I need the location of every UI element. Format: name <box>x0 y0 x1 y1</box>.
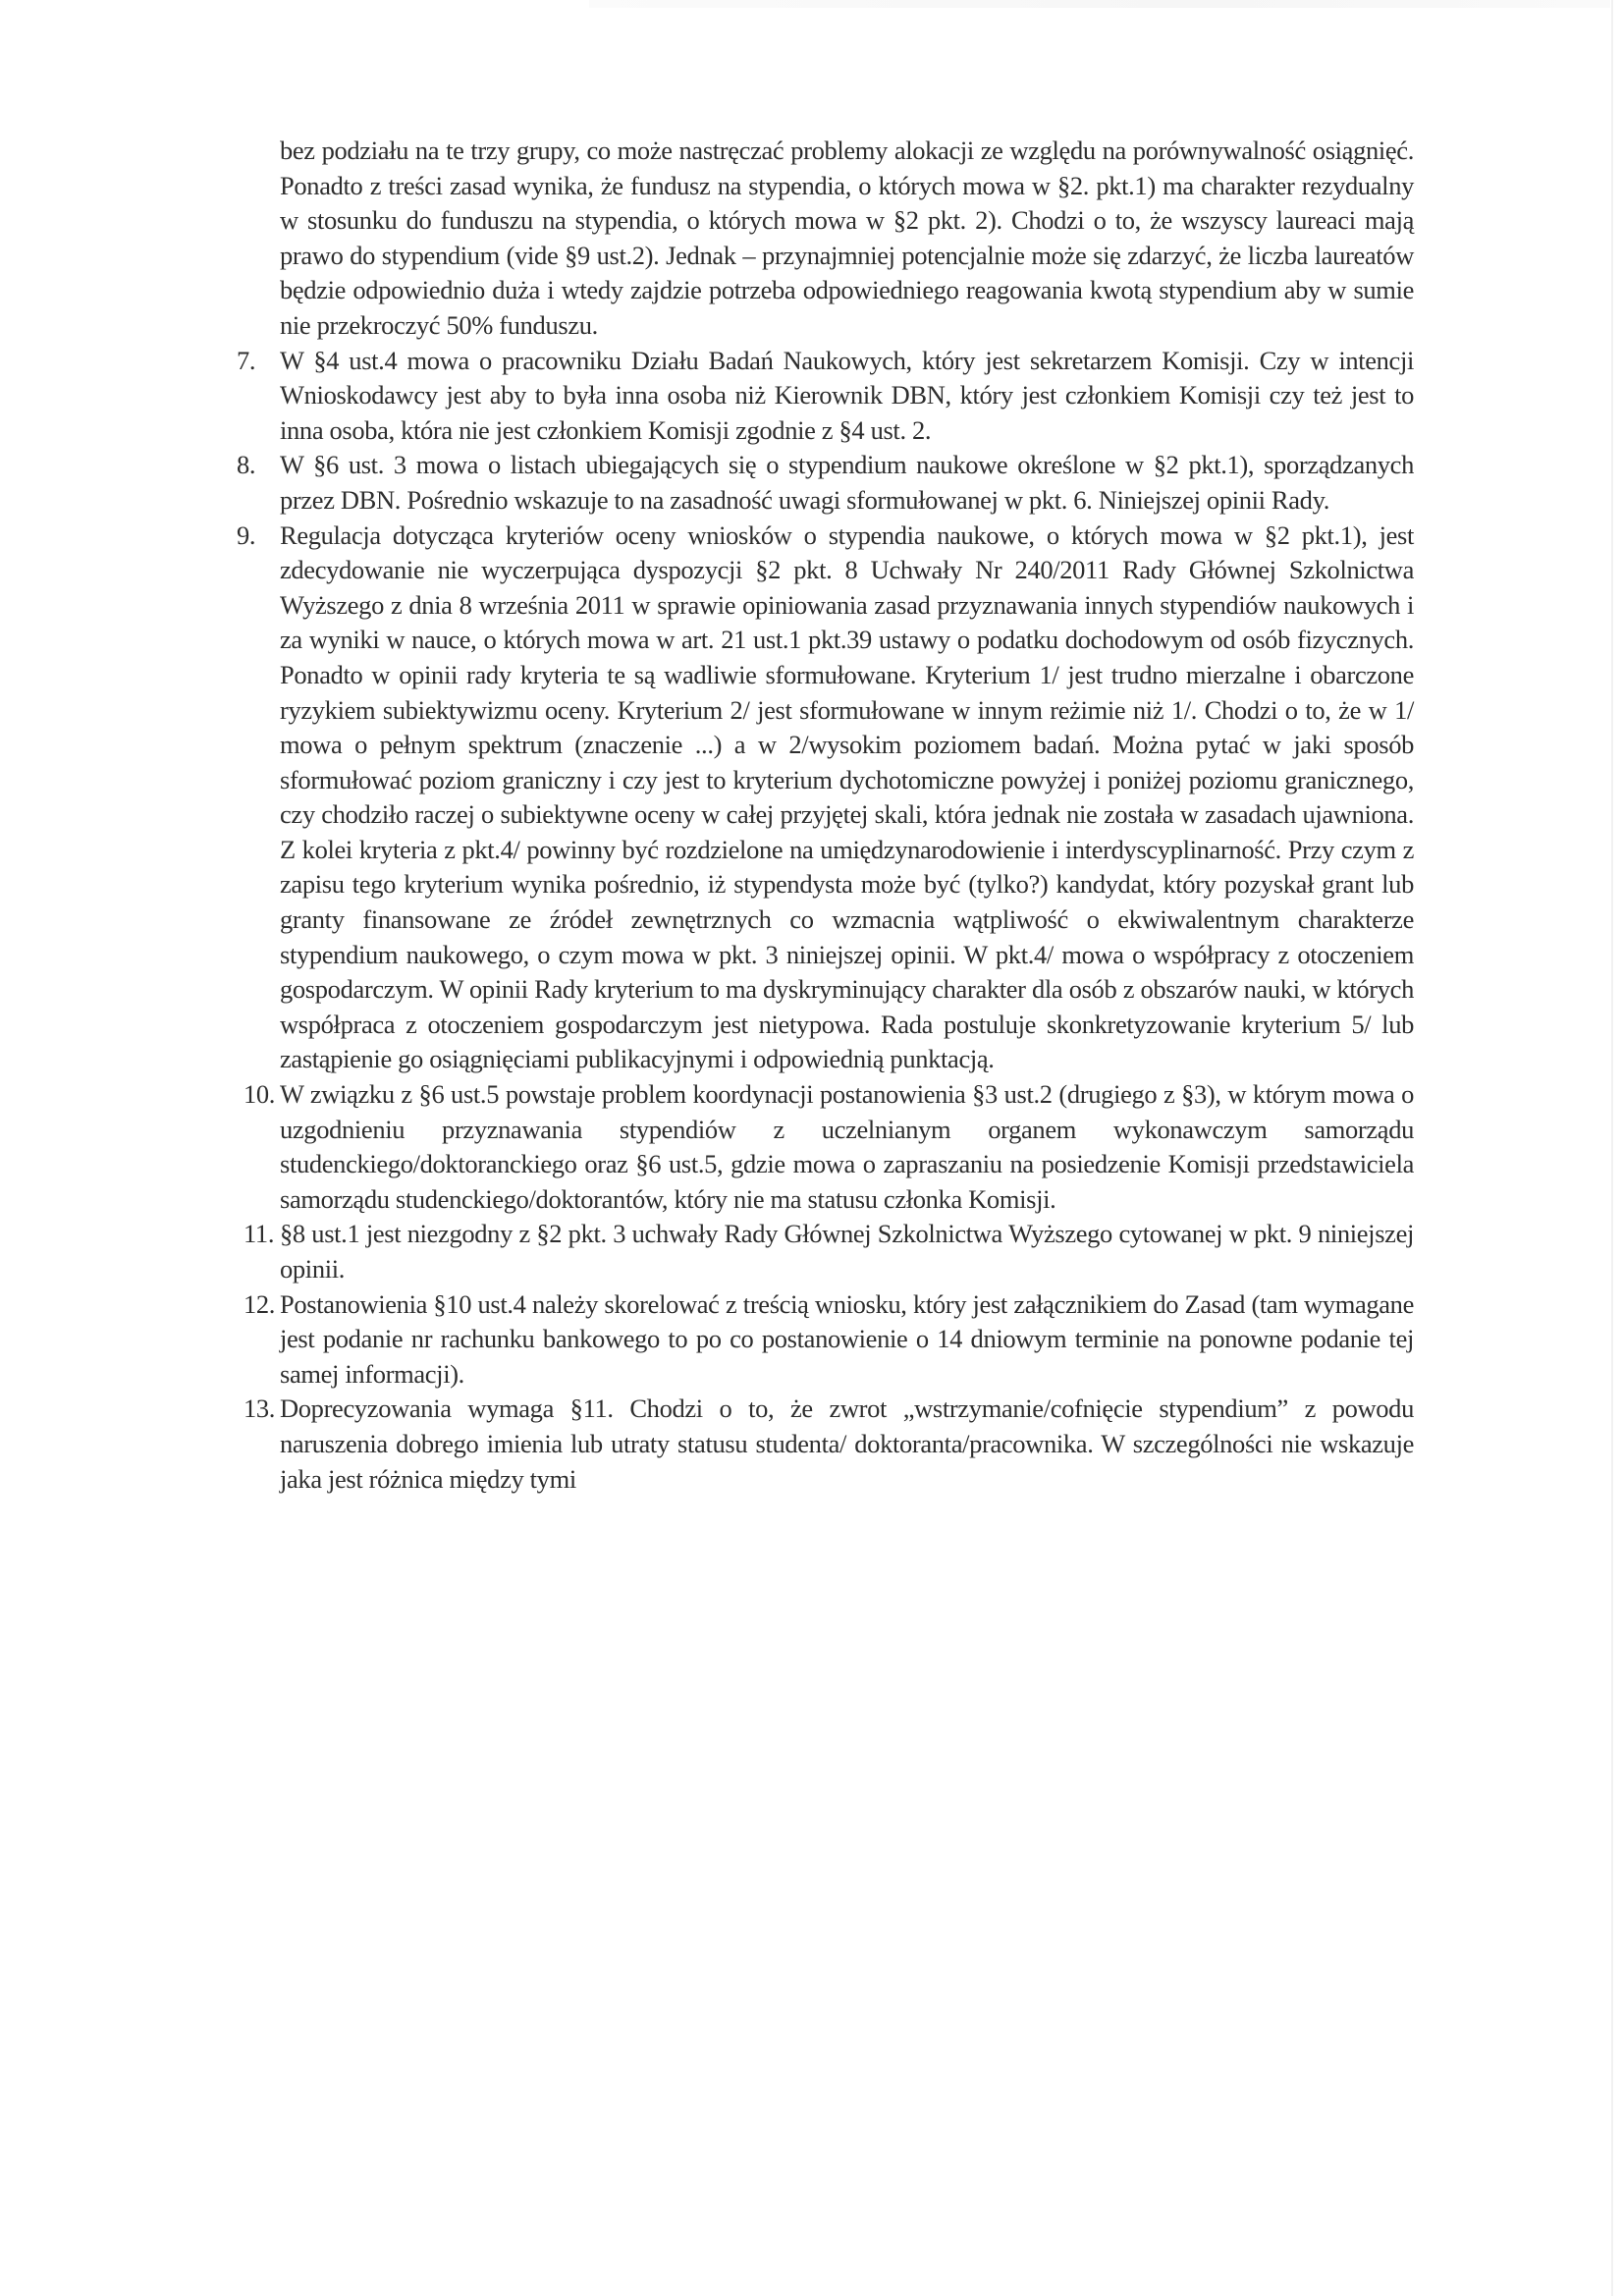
continuation-paragraph: bez podziału na te trzy grupy, co może nastręczać problemy alokacji ze względu na porównywalność osiągnięć. Ponadto z treści zasad wynika, że fundusz na stypendia, o których mowa w §2. pkt.1) ma charakter rezydualny w stosunku do funduszu na stypendia, o których mowa w §2 pkt. 2). Chodzi o to, że wszyscy laureaci mają prawo do stypendium (vide §9 ust.2). Jednak – przynajmniej potencjalnie może się zdarzyć, że liczba laureatów będzie odpowiednio duża i wtedy zajdzie potrzeba odpowiedniego reagowania kwotą stypendium aby w sumie nie przekroczyć 50% funduszu. <box>280 136 1414 340</box>
scan-page-edge <box>1611 0 1613 2296</box>
list-item-7 <box>237 344 1414 449</box>
list-item-13 <box>243 1392 1414 1497</box>
list-item-12 <box>243 1287 1414 1393</box>
list-item-11 <box>243 1217 1414 1286</box>
list-item-number: 10. <box>243 1079 276 1110</box>
list-item-number: 7. <box>237 345 256 375</box>
list-item-number: 12. <box>243 1288 276 1319</box>
list-item-text: §8 ust.1 jest niezgodny z §2 pkt. 3 uchwały Rady Głównej Szkolnictwa Wyższego cytowanej w pkt. 9 niniejszej opinii. <box>280 1219 1414 1284</box>
list-item-text: Doprecyzowania wymaga §11. Chodzi o to, że zwrot „wstrzymanie/cofnięcie stypendium” z powodu naruszenia dobrego imienia lub utraty statusu studenta/ doktoranta/pracownika. W szczególności nie wskazuje jaka jest różnica między tymi <box>280 1394 1414 1494</box>
list-item-text: Regulacja dotycząca kryteriów oceny wniosków o stypendia naukowe, o których mowa w §2 pkt.1), jest zdecydowanie nie wyczerpująca dyspozycji §2 pkt. 8 Uchwały Nr 240/2011 Rady Głównej Szkolnictwa Wyższego z dnia 8 września 2011 w sprawie opiniowania zasad przyznawania innych stypendiów naukowych i za wyniki w nauce, o których mowa w art. 21 ust.1 pkt.39 ustawy o podatku dochodowym od osób fizycznych. Ponadto w opinii rady kryteria te są wadliwie sformułowane. Kryterium 1/ jest trudno mierzalne i obarczone ryzykiem subiektywizmu oceny. Kryterium 2/ jest sformułowane w innym reżimie niż 1/. Chodzi o to, że w 1/ mowa o pełnym spektrum (znaczenie ...) a w 2/wysokim poziomem badań. Można pytać w jaki sposób sformułować poziom graniczny i czy jest to kryterium dychotomiczne powyżej i poniżej poziomu granicznego, czy chodziło raczej o subiektywne oceny w całej przyjętej skali, która jednak nie została w zasadach ujawniona. Z kolei kryteria z pkt.4/ powinny być rozdzielone na umiędzynarodowienie i interdyscyplinarność. Przy czym z zapisu tego kryterium wynika pośrednio, iż stypendysta może być (tylko?) kandydat, który pozyskał grant lub granty finansowane ze źródeł zewnętrznych co wzmacnia wątpliwość o ekwiwalentnym charakterze stypendium naukowego, o czym mowa w pkt. 3 niniejszej opinii. W pkt.4/ mowa o współpracy z otoczeniem gospodarczym. W opinii Rady kryterium to ma dyskryminujący charakter dla osób z obszarów nauki, w których współpraca z otoczeniem gospodarczym jest nietypowa. Rada postuluje skonkretyzowanie kryterium 5/ lub zastąpienie go osiągnięciami publikacyjnymi i odpowiednią punktacją. <box>280 519 1414 1074</box>
scan-artifact <box>589 0 1610 8</box>
list-item-9 <box>237 519 1414 1078</box>
numbered-list <box>237 344 1414 1498</box>
list-item-number: 9. <box>237 519 256 550</box>
list-item-number: 13. <box>243 1394 276 1424</box>
list-item-number: 8. <box>237 450 256 480</box>
list-item-text: Postanowienia §10 ust.4 należy skorelować z treścią wniosku, który jest załącznikiem do Zasad (tam wymagane jest podanie nr rachunku bankowego to po co postanowienie o 14 dniowym terminie na ponowne podanie tej samej informacji). <box>280 1288 1414 1389</box>
list-item-text: W związku z §6 ust.5 powstaje problem koordynacji postanowienia §3 ust.2 (drugiego z §3), w którym mowa o uzgodnieniu przyznawania stypendiów z uczelnianym organem wykonawczym samorządu studenckiego/doktoranckiego oraz §6 ust.5, gdzie mowa o zapraszaniu na posiedzenie Komisji przedstawiciela samorządu studenckiego/doktorantów, który nie ma statusu członka Komisji. <box>280 1079 1414 1214</box>
list-item-number: 11. <box>243 1219 275 1249</box>
list-item-text: W §4 ust.4 mowa o pracowniku Działu Badań Naukowych, który jest sekretarzem Komisji. Czy w intencji Wnioskodawcy jest aby to była inna osoba niż Kierownik DBN, który jest członkiem Komisji czy też jest to inna osoba, która nie jest członkiem Komisji zgodnie z §4 ust. 2. <box>280 345 1414 445</box>
document-body <box>237 134 1414 1497</box>
list-item-10 <box>243 1077 1414 1217</box>
list-item-text: W §6 ust. 3 mowa o listach ubiegających się o stypendium naukowe określone w §2 pkt.1), sporządzanych przez DBN. Pośrednio wskazuje to na zasadność uwagi sformułowanej w pkt. 6. Niniejszej opinii Rady. <box>280 450 1414 515</box>
list-item-8 <box>237 448 1414 518</box>
